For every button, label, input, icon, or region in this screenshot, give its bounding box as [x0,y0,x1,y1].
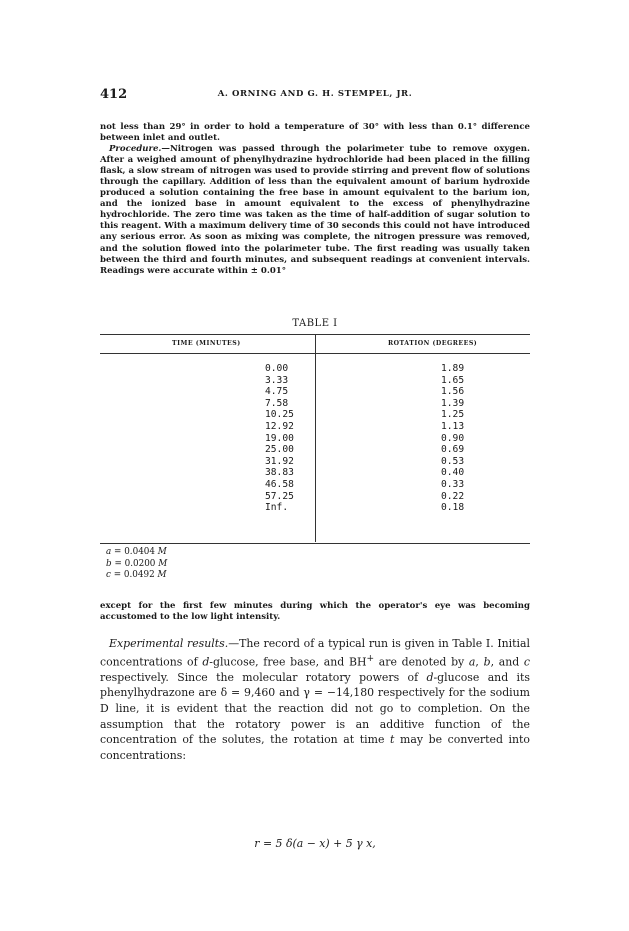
table-cell-time: 25.00 [265,444,294,456]
table-caption: TABLE I [292,318,338,329]
results-var: b [483,655,491,669]
conc-a-value: = 0.0404 [114,547,155,557]
table-column-divider [315,334,316,542]
table-cell-rotation: 0.40 [441,467,465,479]
table-cell-rotation: 0.22 [441,490,465,502]
table-cell-time: 0.00 [265,363,289,374]
procedure-heading: Procedure. [109,144,162,155]
table-cell-rotation: 1.39 [441,397,465,409]
table-cell-time: 3.33 [265,374,289,386]
conc-c-symbol: c [106,570,111,580]
data-table [100,334,530,544]
results-section [100,636,530,763]
page-number: 412 [100,87,128,102]
table-cell-rotation: 0.53 [441,455,465,467]
table-cell-rotation: 1.65 [441,374,465,386]
table-cell-rotation: 0.18 [441,502,465,514]
results-text: -glucose and its phenylhydrazone are δ = 9,460 and γ = −14,180 respectively for the sodium D line, it is evident that the reaction did not go to completion. On the assumption that the rotatory power is an additive function of the concentration of the solutes, the rotation at time [100,670,530,747]
results-text: may be converted into concentrations: [100,733,530,762]
table-cell-time: Inf. [265,502,289,514]
rotation-column [441,363,477,514]
conc-b-symbol: b [106,558,112,569]
after-table-text [100,601,530,623]
table-cell-rotation: 1.56 [441,386,465,398]
results-text: respectively. Since the molecular rotatory powers of [100,670,427,684]
table-cell-time: 38.83 [265,467,294,479]
table-cell-time: 7.58 [265,397,289,409]
intro-text [100,122,530,277]
conc-c [106,570,167,582]
table-cell-time: 4.75 [265,386,289,398]
rotation-equation: r = 5 δ(a − x) + 5 γ x, [254,837,376,850]
results-var: c [523,655,531,669]
table-cell-rotation: 1.25 [441,409,465,421]
conc-c-value: = 0.0492 [113,570,155,580]
table-cell-rotation: 1.89 [441,363,465,374]
time-column [265,363,301,514]
table-cell-time: 19.00 [265,432,294,444]
results-var: d [426,670,434,684]
concentration-notes [106,547,167,582]
results-text: are denoted by [374,655,469,669]
table-cell-rotation: 1.13 [441,420,465,432]
table-cell-time: 46.58 [265,478,294,490]
table-cell-rotation: 0.90 [441,432,465,444]
page-header [100,87,530,103]
results-text: , [475,655,484,669]
table-cell-time: 12.92 [265,420,294,432]
paragraph-apparatus: not less than 29° in order to hold a temperature of 30° with less than 0.1° difference between inlet and outlet. [100,122,530,144]
results-text: —The record of a typical run is given in Table I. Initial concentrations of [100,637,530,669]
paragraph-procedure [100,144,530,277]
conc-unit: M [157,570,167,580]
table-cell-time: 10.25 [265,409,294,421]
conc-b-value: = 0.0200 [114,558,156,569]
paragraph-results [100,636,530,763]
results-superscript: + [366,653,375,664]
results-text: -glucose, free base, and BH [209,655,367,669]
col-header-time: TIME (MINUTES) [172,340,241,347]
col-header-rotation: ROTATION (DEGREES) [388,340,478,347]
table-cell-time: 31.92 [265,455,294,467]
results-var: a [468,655,476,669]
procedure-body: —Nitrogen was passed through the polarimeter tube to remove oxygen. After a weighed amount of phenylhydrazine hydrochloride had been placed in the filling flask, a slow stream of nitrogen was used to provide stirring and prevent flow of solutions through the capillary. Addition of less than the equivalent amount of barium hydroxide produced a solution containing the free base in amount equivalent to the barium ion, and the ionized base in amount equivalent to the excess of phenylhydrazine hydrochloride. The zero time was taken as the time of half-addition of sugar solution to this reagent. With a maximum delivery time of 30 seconds this could not have introduced any serious error. As soon as mixing was complete, the nitrogen pressure was removed, and the solution flowed into the polarimeter tube. The first reading was usually taken between the third and fourth minutes, and subsequent readings at convenient intervals. Readings were accurate within ± 0.01° [100,144,530,276]
paragraph-continuation: except for the first few minutes during which the operator's eye was becoming accustomed to the low light intensity. [100,601,530,623]
conc-unit: M [157,547,167,557]
table-cell-rotation: 0.69 [441,444,465,456]
conc-unit: M [158,558,168,569]
table-cell-rotation: 0.33 [441,478,465,490]
table-cell-time: 57.25 [265,490,294,502]
results-text: , and [490,655,524,669]
results-var: d [202,655,210,669]
conc-b [106,559,167,571]
results-heading: Experimental results. [109,637,229,650]
results-var: t [390,733,395,747]
conc-a [106,547,167,559]
running-head: A. ORNING AND G. H. STEMPEL, JR. [217,89,413,99]
conc-a-symbol: a [106,547,112,557]
